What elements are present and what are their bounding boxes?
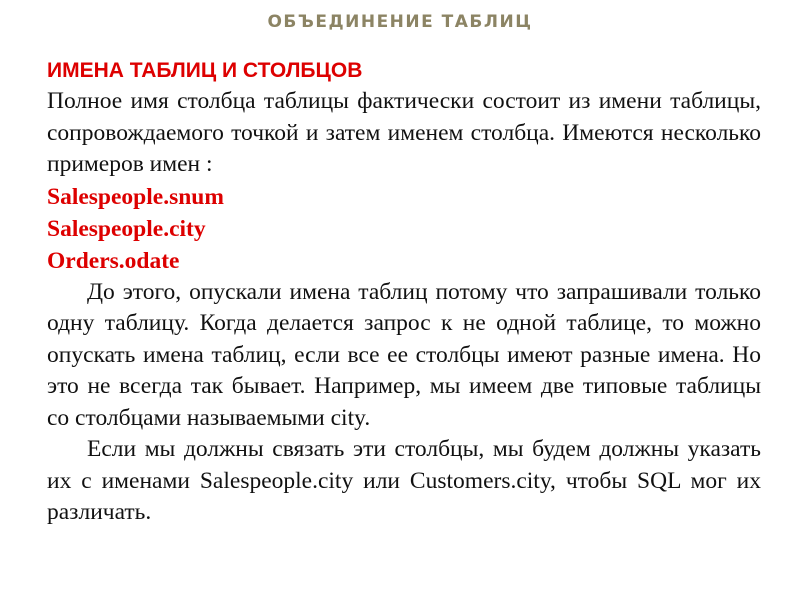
- example-name-3: Orders.odate: [47, 247, 180, 274]
- body-paragraph-2: Если мы должны связать эти столбцы, мы будем должны указать их с именами Salespeople.city или Customers.city, чтобы SQL мог их различать.: [47, 436, 761, 525]
- slide-title: ОБЪЕДИНЕНИЕ ТАБЛИЦ: [267, 12, 533, 32]
- body-paragraph-1: До этого, опускали имена таблиц потому что запрашивали только одну таблицу. Когда делается запрос к не одной таблице, то можно опускать имена таблиц, если все ее столбцы имеют разные имена. Но это не всегда так бывает. Например, мы имеем две типовые таблицы со столбцами называемыми city.: [47, 278, 761, 431]
- intro-paragraph: Полное имя столбца таблицы фактически состоит из имени таблицы, сопровождаемого точкой и затем именем столбца. Имеются несколько примеров имен :: [47, 88, 761, 177]
- example-name-1: Salespeople.snum: [47, 183, 224, 210]
- slide-content: [47, 55, 761, 529]
- example-name-2: Salespeople.city: [47, 215, 206, 242]
- section-heading: ИМЕНА ТАБЛИЦ И СТОЛБЦОВ: [47, 59, 363, 82]
